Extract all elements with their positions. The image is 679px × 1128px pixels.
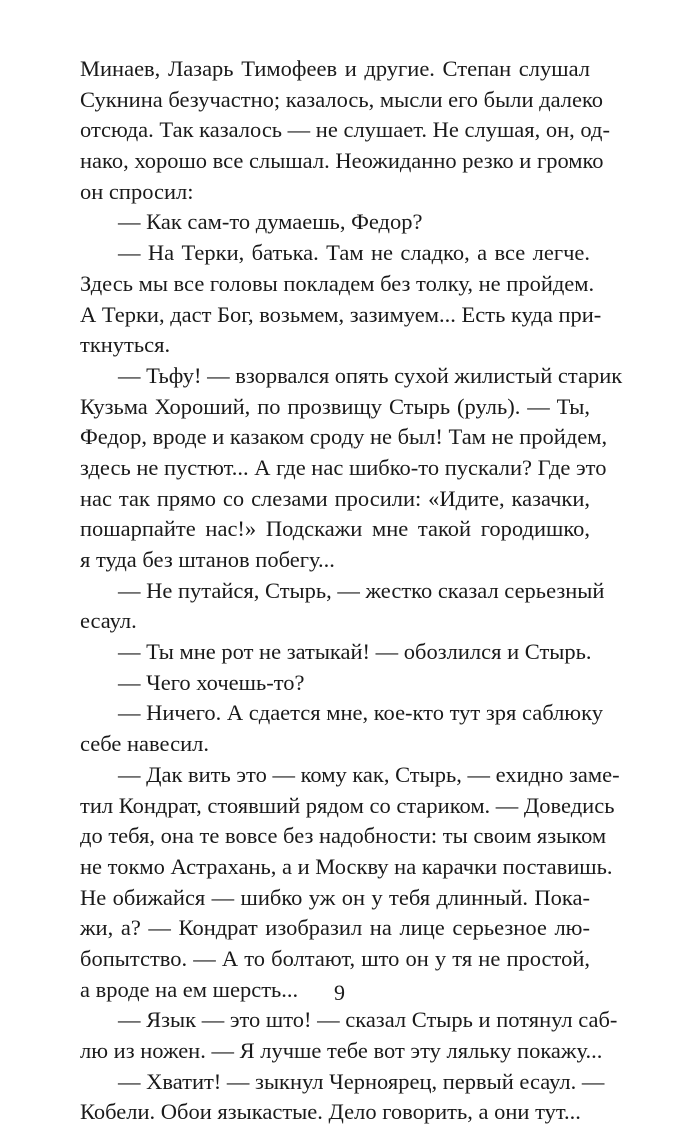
text-line: отсюда. Так казалось — не слушает. Не слушая, он, од- (80, 117, 610, 143)
text-line: тил Кондрат, стоявший рядом со стариком. — Доведись (80, 792, 615, 818)
text-line: не токмо Астрахань, а и Москву на карачки поставишь. (80, 853, 613, 879)
text-line: — Хватит! — зыкнул Черноярец, первый есаул. — (118, 1068, 605, 1094)
text-line: Кобели. Обои языкастые. Дело говорить, а они тут... (80, 1099, 581, 1125)
text-line: — Не путайся, Стырь, — жестко сказал серьезный (118, 577, 605, 603)
text-line: А Терки, даст Бог, возьмем, зазимуем... Есть куда при- (80, 301, 602, 327)
text-line: ткнуться. (80, 332, 171, 358)
text-line: — Дак вить это — кому как, Стырь, — ехидно заме- (118, 761, 620, 787)
page-text (80, 54, 623, 1128)
text-line: — Ничего. А сдается мне, кое-кто тут зря саблюку (118, 700, 603, 726)
text-line: нако, хорошо все слышал. Неожиданно резко и громко (80, 148, 604, 174)
text-line: — Тьфу! — взорвался опять сухой жилистый старик (118, 362, 623, 388)
text-line: здесь не пустют... А где нас шибко-то пускали? Где это (80, 454, 607, 480)
text-line: до тебя, она те вовсе без надобности: ты своим языком (80, 823, 607, 849)
text-line: я туда без штанов побегу... (80, 547, 335, 572)
text-line: Сукнина безучастно; казалось, мысли его были далеко (80, 86, 604, 112)
text-line: — Чего хочешь-то? (118, 669, 305, 695)
text-line: жи, а? — Кондрат изобразил на лице серьезное лю- (80, 915, 590, 941)
text-line: нас так прямо со слезами просили: «Идите, казачки, (80, 485, 590, 511)
text-line: он спросил: (80, 178, 194, 204)
text-line: Не обижайся — шибко уж он у тебя длинный. Пока- (80, 884, 590, 910)
text-line: бопытство. — А то болтают, што он у тя не простой, (80, 945, 590, 971)
text-line: Минаев, Лазарь Тимофеев и другие. Степан слушал (80, 56, 590, 81)
text-line: — Ты мне рот не затыкай! — обозлился и Стырь. (118, 639, 592, 665)
text-line: лю из ножен. — Я лучше тебе вот эту ляльку покажу... (80, 1038, 603, 1063)
text-line: — Язык — это што! — сказал Стырь и потянул саб- (118, 1007, 618, 1033)
text-line: Кузьма Хороший, по прозвищу Стырь (руль). — Ты, (80, 393, 590, 419)
text-line: Федор, вроде и казаком сроду не был! Там не пройдем, (80, 424, 608, 450)
text-line: есаул. (80, 608, 137, 634)
page-number: 9 (334, 980, 345, 1005)
text-line: — Как сам-то думаешь, Федор? (118, 209, 423, 235)
text-line: Здесь мы все головы покладем без толку, не пройдем. (80, 270, 595, 296)
text-line: себе навесил. (80, 731, 209, 757)
text-line: — На Терки, батька. Там не сладко, а все легче. (118, 240, 590, 266)
text-line: пошарпайте нас!» Подскажи мне такой городишко, (80, 516, 590, 542)
text-line: а вроде на ем шерсть... (80, 976, 299, 1002)
